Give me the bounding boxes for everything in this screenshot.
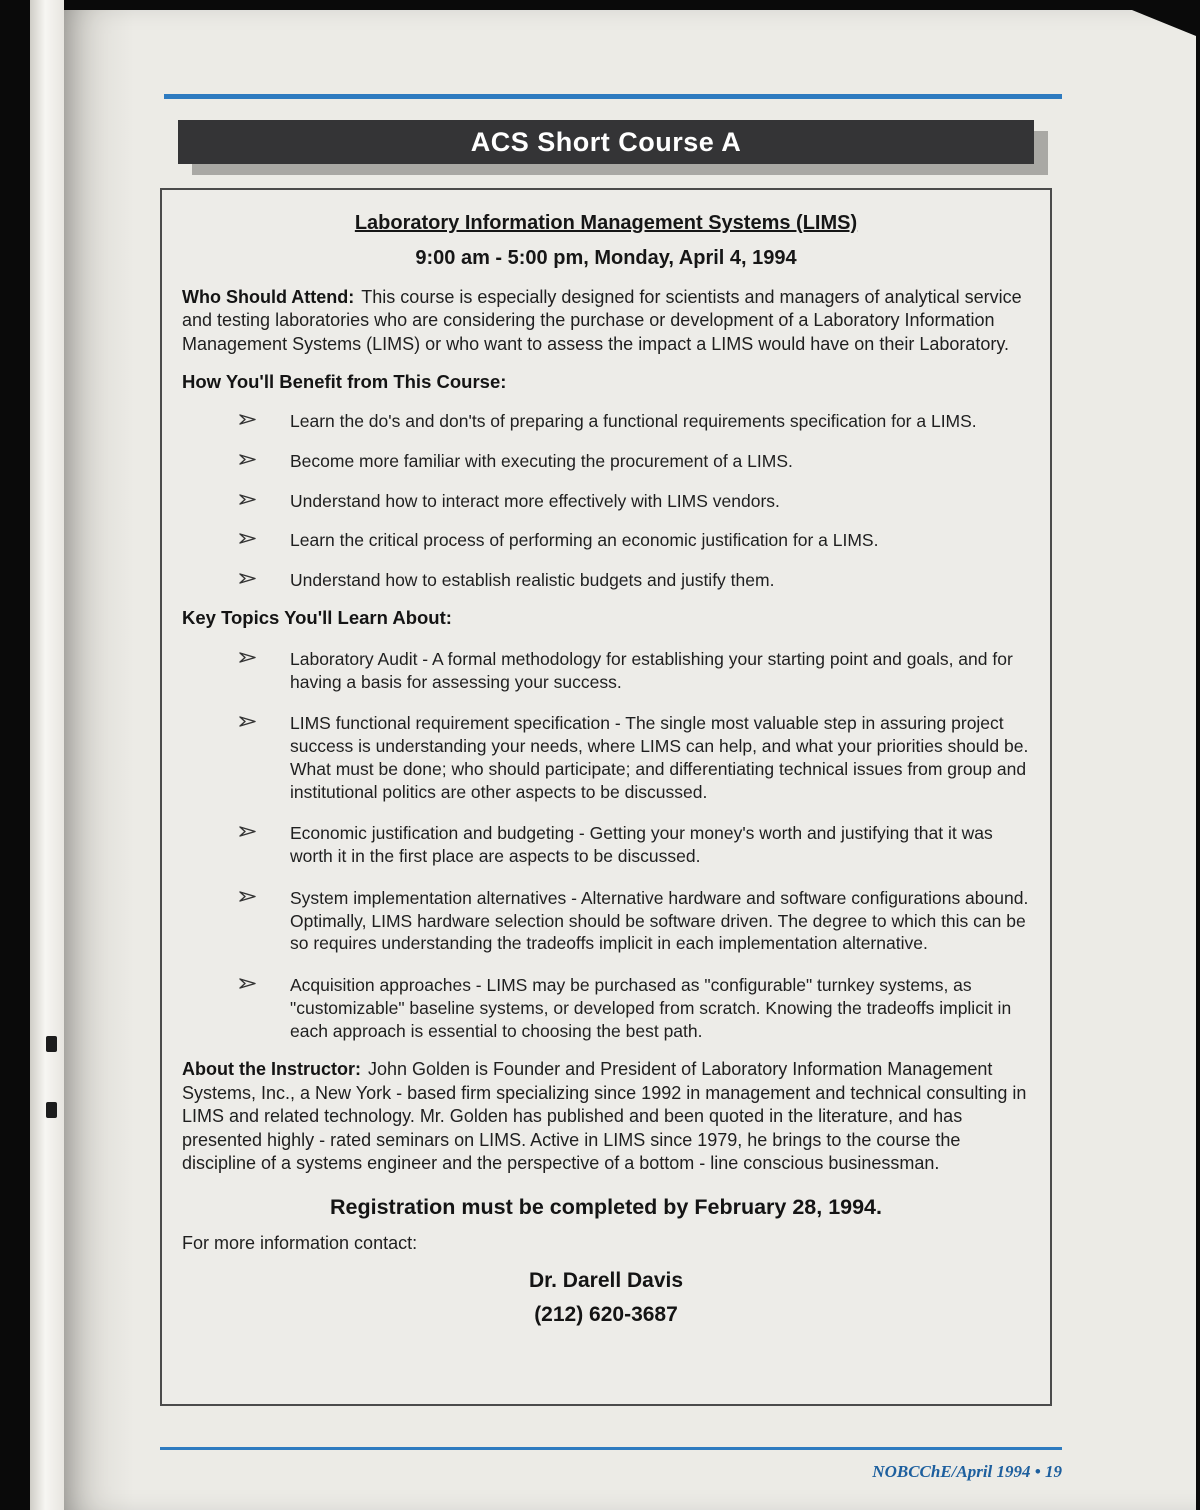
course-schedule: 9:00 am - 5:00 pm, Monday, April 4, 1994 [415, 247, 797, 269]
scanned-document-page [64, 10, 1196, 1510]
about-instructor-text: John Golden is Founder and President of Laboratory Information Management Systems, Inc., a New York - based firm specializing since 1992 in management and technical consulting in LIMS and related technology. Mr. Golden has published and been quoted in the literature, and has presented highly - rated seminars on LIMS. Active in LIMS since 1979, he brings to the course the discipline of a systems engineer and the perspective of a bottom - line conscious businessman. [182, 1059, 1027, 1173]
topic-text: Laboratory Audit - A formal methodology for establishing your starting point and goals, and for having a basis for assessing your success. [290, 648, 1013, 692]
who-should-attend-label: Who Should Attend: [182, 287, 355, 307]
topics-list [182, 648, 1030, 1043]
arrow-bullet-icon [238, 822, 290, 868]
arrow-bullet-icon [238, 410, 290, 433]
topic-text: LIMS functional requirement specification - The single most valuable step in assuring project success is understanding your needs, where LIMS can help, and what your priorities should be. What must be done; who should participate; and differentiating technical issues from group and institutional politics are other aspects to be discussed. [290, 713, 1029, 802]
arrow-bullet-icon [238, 887, 290, 955]
arrow-bullet-icon [238, 974, 290, 1042]
course-title: Laboratory Information Management Systems (LIMS) [354, 212, 858, 234]
benefit-text: Learn the critical process of performing an economic justification for a LIMS. [290, 530, 879, 551]
benefit-item [182, 529, 1030, 552]
topic-item [182, 822, 1030, 868]
top-divider-rule [164, 94, 1062, 99]
topic-text: Acquisition approaches - LIMS may be purchased as "configurable" turnkey systems, as "customizable" baseline systems, or developed from scratch. Knowing the tradeoffs implicit in each approach is essential to choosing the best path. [290, 975, 1012, 1041]
topic-item [182, 887, 1030, 955]
book-page-edge [30, 0, 64, 1510]
benefit-text: Learn the do's and don'ts of preparing a functional requirements specification for a LIMS. [290, 411, 977, 432]
topic-text: System implementation alternatives - Alternative hardware and software configurations abound. Optimally, LIMS hardware selection should be software driven. The degree to which this can be so requires understanding the tradeoffs implicit in each implementation alternative. [290, 887, 1029, 954]
arrow-bullet-icon [238, 490, 290, 513]
contact-intro: For more information contact: [182, 1233, 418, 1254]
course-banner [178, 120, 1034, 164]
banner-title: ACS Short Course A [470, 126, 742, 157]
topic-item [182, 974, 1030, 1042]
arrow-bullet-icon [238, 529, 290, 552]
contact-name: Dr. Darell Davis [528, 1268, 684, 1292]
who-should-attend-text: This course is especially designed for scientists and managers of analytical service and testing laboratories who are considering the purchase or development of a Laboratory Information Management Systems (LIMS) or who want to assess the impact a LIMS would have on their Laboratory. [182, 287, 1022, 354]
topic-item [182, 648, 1030, 694]
about-instructor-paragraph [182, 1058, 1030, 1175]
arrow-bullet-icon [238, 648, 290, 694]
about-instructor-label: About the Instructor: [182, 1059, 361, 1080]
arrow-bullet-icon [238, 450, 290, 473]
course-details-box [160, 188, 1052, 1406]
topic-text: Economic justification and budgeting - Getting your money's worth and justifying that it was worth it in the first place are aspects to be discussed. [290, 823, 993, 867]
benefits-list [182, 410, 1030, 592]
binding-mark [46, 1102, 57, 1118]
benefit-text: Understand how to interact more effectively with LIMS vendors. [290, 490, 780, 511]
benefit-text: Understand how to establish realistic budgets and justify them. [290, 570, 775, 591]
arrow-bullet-icon [238, 712, 290, 803]
scan-corner-shadow [1132, 10, 1196, 36]
page-footer: NOBCChE/April 1994 • 19 [872, 1462, 1062, 1481]
benefit-item [182, 410, 1030, 433]
benefits-heading: How You'll Benefit from This Course: [182, 371, 507, 393]
benefit-item [182, 450, 1030, 473]
arrow-bullet-icon [238, 569, 290, 592]
contact-phone: (212) 620-3687 [534, 1302, 678, 1326]
bottom-divider-rule [160, 1447, 1062, 1450]
who-should-attend-paragraph [182, 286, 1030, 356]
benefit-item [182, 490, 1030, 513]
topics-heading: Key Topics You'll Learn About: [182, 606, 452, 628]
topic-item [182, 712, 1030, 803]
registration-deadline: Registration must be completed by February 28, 1994. [329, 1195, 882, 1220]
benefit-item [182, 569, 1030, 592]
binding-mark [46, 1036, 57, 1052]
benefit-text: Become more familiar with executing the procurement of a LIMS. [290, 450, 793, 471]
